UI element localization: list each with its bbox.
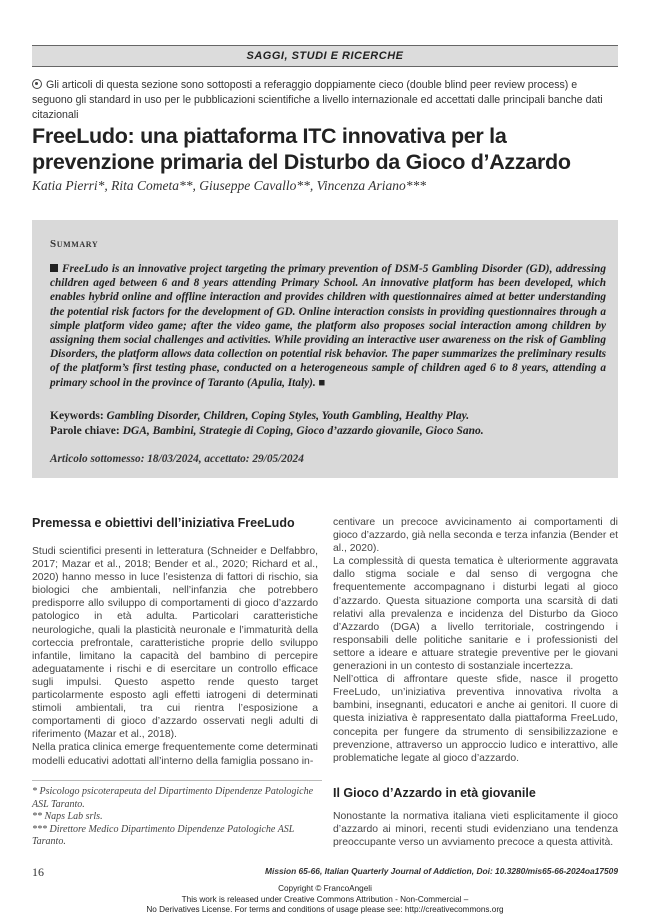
- section-heading-gioco: Il Gioco d’Azzardo in età giovanile: [333, 785, 536, 800]
- parole-chiave-label: Parole chiave:: [50, 425, 120, 437]
- paragraph: Studi scientifici presenti in letteratura (Schneider e Delfabbro, 2017; Mazar et al., 2018; Bender et al., 2020; Richard et al., 2020) hanno messo in luce l’esistenza di fattori di rischio, sia biologici che ambientali, nell’infanzia che potrebbero predisporre allo sviluppo di comportamenti di gioco d’azzardo patologico in età adulta. Particolari caratteristiche neurologiche, quali la plasticità neuronale e l’immaturità della corteccia prefrontale, caratteristiche proprie dello sviluppo infantile, limitano la capacità del bambino di percepire adeguatamente i rischi e di esercitare un controllo efficace sugli impulsi. Questo aspetto rende questo target particolarmente esposto agli effetti iatrogeni di determinati stimoli ambientali, tra cui rientra l’esposizione a comportamenti di gioco d’azzardo osservati negli adulti di riferimento (Mazar et al., 2018).: [32, 546, 318, 741]
- article-authors: Katia Pierri*, Rita Cometa**, Giuseppe Cavallo**, Vincenza Ariano***: [32, 178, 426, 193]
- section-banner-label: SAGGI, STUDI E RICERCHE: [246, 50, 404, 62]
- article-title: FreeLudo: una piattaforma ITC innovativa per la prevenzione primaria del Disturbo da Gioco d’Azzardo: [32, 124, 571, 174]
- paragraph: Nell’ottica di affrontare queste sfide, nasce il progetto FreeLudo, un’iniziativa preventiva innovativa rivolta a bambini, insegnanti, educatori e anche ai genitori. Il cuore di questa iniziativa è rappresentato dalla piattaforma FreeLudo, concepita per fungere da strumento di sensibilizzazione e prevenzione, attraverso un approccio ludico e interattivo, alle problematiche legate al gioco d’azzardo.: [333, 674, 618, 764]
- submission-dates: Articolo sottomesso: 18/03/2024, accettato: 29/05/2024: [50, 453, 304, 465]
- paragraph: Nella pratica clinica emerge frequentemente come determinati modelli educativi adottati all’interno della famiglia possano in-: [32, 742, 318, 767]
- summary-body: [50, 262, 606, 390]
- open-access-icon: [32, 79, 42, 89]
- footnote: *** Direttore Medico Dipartimento Dipendenze Patologiche ASL Taranto.: [32, 823, 295, 848]
- footnote: ** Naps Lab srls.: [32, 811, 103, 823]
- section-banner: [32, 45, 618, 67]
- footnote: * Psicologo psicoterapeuta del Dipartimento Dipendenze Patologiche ASL Taranto.: [32, 786, 314, 810]
- footnotes: [32, 786, 322, 849]
- section-heading-premessa: Premessa e obiettivi dell’iniziativa FreeLudo: [32, 516, 295, 530]
- summary-end-mark: ■: [318, 376, 326, 389]
- license-footer: [0, 884, 650, 916]
- paragraph: La complessità di questa tematica è ulteriormente aggravata dallo stigma sociale e dal senso di vergogna che frequentemente accompagnano i disturbi legati al gioco d’azzardo. Questa situazione comporta una scarsità di dati relativi alla prevalenza e incidenza del Disturbo da Gioco d’Azzardo (DGA) a livello territoriale, costringendo i responsabili delle politiche sanitarie e i professionisti del settore a ideare e attuare strategie preventive per le giovani generazioni in un contesto di sostanziale incertezza.: [333, 556, 618, 673]
- paragraph: centivare un precoce avvicinamento ai comportamenti di gioco d’azzardo, già nella seconda e terza infanzia (Bender et al., 2020).: [333, 517, 618, 555]
- page-number: 16: [32, 865, 44, 879]
- left-column: [32, 545, 318, 768]
- journal-citation: Mission 65-66, Italian Quarterly Journal of Addiction, Doi: 10.3280/mis65-66-2024oa17509: [265, 866, 618, 876]
- summary-text: FreeLudo is an innovative project targeting the primary prevention of DSM-5 Gambling Disorder (GD), addressing children aged between 6 and 8 years attending Primary School. An innovative platform has been developed, which enables hybrid online and offline interaction and provides children with questionnaires aimed at better understanding the potential risk factors for the development of GD. Online interaction consists in providing questionnaires through a simple platform video game; after the video game, the platform also proposes social interaction among children by assigning them social challenges and activities. While providing an interactive user awareness on the risk of Gambling Disorders, the platform allows data collection on potential risk behavior. The paper summarizes the preliminary results of the platform’s first testing phase, conducted on a heterogeneous sample of children aged 6 to 8 years, attending a primary school in the province of Taranto (Apulia, Italy).: [50, 263, 606, 389]
- summary-heading: Summary: [50, 238, 99, 250]
- peer-review-note: [32, 78, 620, 123]
- keywords-value: Gambling Disorder, Children, Coping Styles, Youth Gambling, Healthy Play.: [106, 410, 470, 422]
- parole-chiave-value: DGA, Bambini, Strategie di Coping, Gioco d’azzardo giovanile, Gioco Sano.: [122, 425, 484, 437]
- license-line: This work is released under Creative Commons Attribution - Non-Commercial –: [181, 894, 469, 904]
- footnote-divider: [32, 780, 322, 781]
- right-column: [333, 516, 618, 849]
- parole-chiave: [50, 424, 606, 438]
- license-line: Copyright © FrancoAngeli: [278, 884, 372, 893]
- keywords-label: Keywords:: [50, 410, 104, 422]
- keywords: [50, 409, 606, 423]
- license-line: No Derivatives License. For terms and conditions of usage please see: http://creativecommons.org: [146, 905, 504, 914]
- black-square-icon: [50, 264, 58, 272]
- peer-review-text: Gli articoli di questa sezione sono sottoposti a referaggio doppiamente cieco (double blind peer review process) e seguono gli standard in uso per le pubblicazioni scientifiche a livello internazionale ed accettati dalle principali banche dati citazionali: [32, 79, 603, 121]
- paragraph: Nonostante la normativa italiana vieti esplicitamente il gioco d’azzardo ai minori, recenti studi evidenziano una tendenza preoccupante verso un avviamento precoce a questa attività.: [333, 810, 618, 849]
